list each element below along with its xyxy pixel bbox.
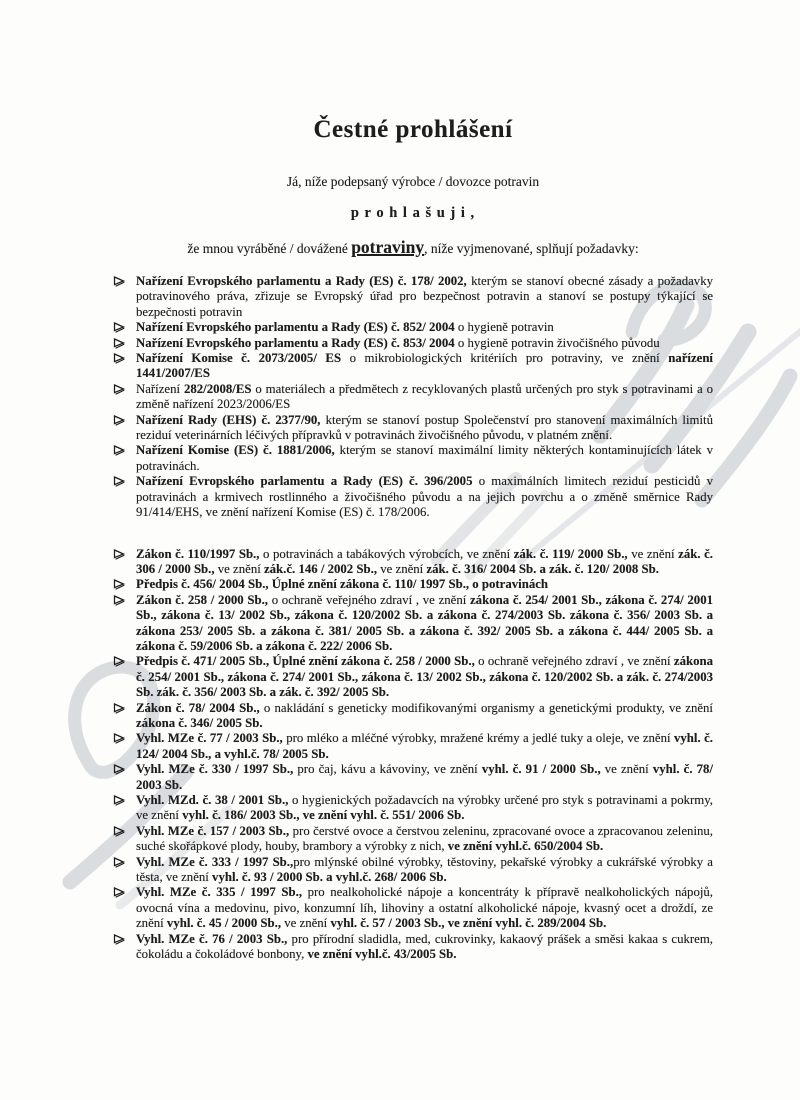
declarant-line: Já, níže podepsaný výrobce / dovozce potravin	[286, 174, 540, 189]
declaration-item	[113, 885, 713, 931]
item-text: Předpis č. 456/ 2004 Sb., Úplné znění zákona č. 110/ 1997 Sb., o potravinách	[136, 577, 549, 592]
bullet-arrow-icon	[113, 733, 126, 744]
item-text: Zákon č. 258 / 2000 Sb., o ochraně veřejného zdraví , ve znění zákona č. 254/ 2001 Sb., zákona č. 274/ 2001 Sb., zákona č. 13/ 2002 Sb., zákona č. 120/2002 Sb. a zákona č. 274/2003 Sb. zákona č. 356/ 2003 Sb. a zákona 253/ 2005 Sb. a zákona č. 381/ 2005 Sb. a zákona č. 392/ 2005 Sb. a zákona č. 444/ 2005 Sb. a zákona č. 59/2006 Sb. a zákona č. 222/ 2006 Sb.	[136, 592, 713, 653]
item-text: Nařízení Komise (ES) č. 1881/2006, kterým se stanoví maximální limity některých kontaminujících látek v potravinách.	[136, 443, 713, 473]
page-title: Čestné prohlášení	[313, 116, 513, 143]
declaration-item	[113, 701, 713, 732]
item-text: Vyhl. MZe č. 333 / 1997 Sb.,pro mlýnské obilné výrobky, těstoviny, pekařské výrobky a cukrářské výrobky a těsta, ve znění vyhl. č. 93 / 2000 Sb. a vyhl.č. 268/ 2006 Sb.	[136, 854, 713, 885]
bullet-arrow-icon	[113, 656, 126, 667]
declaration-item	[113, 413, 713, 444]
bullet-arrow-icon	[113, 934, 126, 945]
item-text: Předpis č. 471/ 2005 Sb., Úplné znění zákona č. 258 / 2000 Sb., o ochraně veřejného zdraví , ve znění zákona č. 254/ 2001 Sb., zákona č. 274/ 2001 Sb., zákona č. 13/ 2002 Sb., zákona č. 120/2002 Sb. a zák. č. 274/2003 Sb. zák. č. 356/ 2003 Sb. a zák. č. 392/ 2005 Sb.	[136, 654, 713, 700]
requirements-intro-prefix: že mnou vyráběné / dovážené	[187, 241, 352, 256]
declaration-item	[113, 547, 713, 578]
bullet-arrow-icon	[113, 445, 126, 456]
requirements-intro	[113, 236, 713, 260]
item-text: Vyhl. MZe č. 335 / 1997 Sb., pro nealkoholické nápoje a koncentráty k přípravě nealkoholických nápojů, ovocná vína a medovinu, pivo, konzumní líh, lihoviny a ostatní alkoholické nápoje, kvasný ocet a droždí, ze znění vyhl. č. 45 / 2000 Sb., ve znění vyhl. č. 57 / 2003 Sb., ve znění vyhl. č. 289/2004 Sb.	[136, 885, 713, 931]
bullet-arrow-icon	[113, 476, 126, 487]
item-text: Nařízení Komise č. 2073/2005/ ES o mikrobiologických kritériích pro potraviny, ve znění nařízení 1441/2007/ES	[136, 351, 713, 381]
national-regulations-list	[113, 547, 713, 963]
item-text: Nařízení Evropského parlamentu a Rady (ES) č. 396/2005 o maximálních limitech reziduí pesticidů v potravinách a krmivech rostlinného a živočišného původu a na jejich povrchu a o změně směrnice Rady 91/414/EHS, ve znění nařízení Komise (ES) č. 178/2006.	[136, 474, 713, 520]
item-text: Vyhl. MZe č. 330 / 1997 Sb., pro čaj, kávu a kávoviny, ve znění vyhl. č. 91 / 2000 Sb., ve znění vyhl. č. 78/ 2003 Sb.	[136, 762, 714, 792]
bullet-arrow-icon	[113, 703, 126, 714]
declaration-item	[113, 932, 713, 963]
bullet-arrow-icon	[113, 857, 126, 868]
item-text: Vyhl. MZe č. 76 / 2003 Sb., pro přírodní sladidla, med, cukrovinky, kakaový prášek a směsi kakaa s cukrem, čokoládu a čokoládové bonbony, ve znění vyhl.č. 43/2005 Sb.	[136, 931, 713, 962]
bullet-arrow-icon	[113, 579, 126, 590]
declaration-item	[113, 274, 713, 320]
declaration-item	[113, 824, 713, 855]
item-text: Nařízení Evropského parlamentu a Rady (ES) č. 853/ 2004 o hygieně potravin živočišného původu	[136, 335, 660, 350]
declaration-item	[113, 474, 713, 520]
bullet-arrow-icon	[113, 549, 126, 560]
item-text: Nařízení 282/2008/ES o materiálech a předmětech z recyklovaných plastů určených pro styk s potravinami a o změně nařízení 2023/2006/ES	[136, 381, 713, 412]
bullet-arrow-icon	[113, 276, 126, 287]
bullet-arrow-icon	[113, 887, 126, 898]
item-text: Vyhl. MZe č. 77 / 2003 Sb., pro mléko a mléčné výrobky, mražené krémy a jedlé tuky a oleje, ve znění vyhl. č. 124/ 2004 Sb., a vyhl.č. 78/ 2005 Sb.	[136, 731, 713, 761]
declaration-item	[113, 336, 713, 351]
bullet-arrow-icon	[113, 826, 126, 837]
bullet-arrow-icon	[113, 764, 126, 775]
bullet-arrow-icon	[113, 795, 126, 806]
item-text: Vyhl. MZe č. 157 / 2003 Sb., pro čerstvé ovoce a čerstvou zeleninu, zpracované ovoce a zpracovanou zeleninu, suché skořápkové plody, houby, brambory a výrobky z nich, ve znění vyhl.č. 650/2004 Sb.	[136, 823, 713, 854]
eu-regulations-list	[113, 274, 713, 521]
declaration-item	[113, 320, 713, 335]
declaration-item	[113, 762, 713, 793]
bullet-arrow-icon	[113, 595, 126, 606]
declaration-item	[113, 654, 713, 700]
declaration-item	[113, 382, 713, 413]
item-text: Vyhl. MZd. č. 38 / 2001 Sb., o hygienických požadavcích na výrobky určené pro styk s potravinami a pokrmy, ve znění vyhl. č. 186/ 2003 Sb., ve znění vyhl. č. 551/ 2006 Sb.	[136, 793, 713, 823]
declaration-item	[113, 855, 713, 886]
item-text: Nařízení Rady (EHS) č. 2377/90, kterým se stanoví postup Společenství pro stanovení maximálních limitů reziduí veterinárních léčivých přípravků v potravinách živočišného původu, v platném znění.	[136, 412, 713, 443]
item-text: Nařízení Evropského parlamentu a Rady (ES) č. 178/ 2002, kterým se stanoví obecné zásady a požadavky potravinového práva, zřizuje se Evropský úřad pro bezpečnost potravin a stanoví se postupy týkající se bezpečnosti potravin	[136, 274, 714, 319]
bullet-arrow-icon	[113, 353, 126, 364]
item-text: Nařízení Evropského parlamentu a Rady (ES) č. 852/ 2004 o hygieně potravin	[136, 320, 554, 335]
bullet-arrow-icon	[113, 384, 126, 395]
declaration-item	[113, 793, 713, 824]
document-content	[113, 0, 713, 962]
item-text: Zákon č. 78/ 2004 Sb., o nakládání s geneticky modifikovanými organismy a genetickými produkty, ve znění zákona č. 346/ 2005 Sb.	[136, 700, 713, 730]
bullet-arrow-icon	[113, 322, 126, 333]
bullet-arrow-icon	[113, 338, 126, 349]
declaration-item	[113, 577, 713, 592]
declaration-item	[113, 731, 713, 762]
requirements-intro-emphasized: potraviny	[351, 237, 425, 257]
bullet-arrow-icon	[113, 415, 126, 426]
declaration-item	[113, 443, 713, 474]
declaration-word: p r o h l a š u j i ,	[350, 205, 476, 221]
declaration-item	[113, 593, 713, 655]
requirements-intro-suffix: , níže vyjmenované, splňují požadavky:	[424, 241, 639, 256]
item-text: Zákon č. 110/1997 Sb., o potravinách a tabákových výrobcích, ve znění zák. č. 119/ 2000 Sb., ve znění zák. č. 306 / 2000 Sb., ve znění zák.č. 146 / 2002 Sb., ve znění zák. č. 316/ 2004 Sb. a zák. č. 120/ 2008 Sb.	[136, 546, 713, 576]
declaration-item	[113, 351, 713, 382]
